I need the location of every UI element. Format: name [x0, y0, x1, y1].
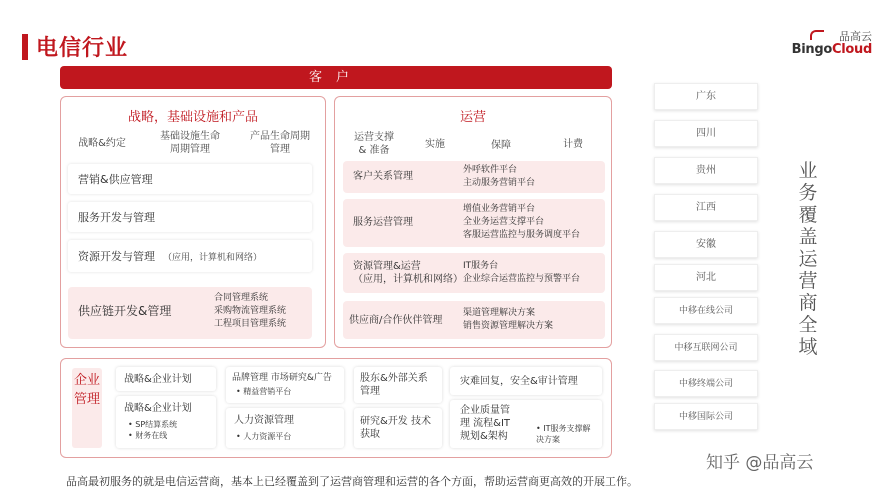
- ops-item: 企业综合运营监控与预警平台: [463, 274, 581, 284]
- ops-item: IT服务台: [463, 261, 499, 271]
- page-title: 电信行业: [36, 36, 129, 61]
- ops-row-partner-label: 供应商/合作伙伴管理: [349, 315, 443, 326]
- brand-logo: [791, 28, 878, 60]
- region-cmcc-international: 中移国际公司: [654, 403, 758, 430]
- enterprise-label: 企业管理: [72, 368, 102, 448]
- cell-quality-bullets: [536, 412, 591, 456]
- supply-item: 合同管理系统: [214, 293, 269, 303]
- ops-item: 客服运营监控与服务调度平台: [463, 230, 581, 240]
- cell-disaster-title: 灾难回复，安全&审计管理: [460, 376, 578, 387]
- row-resource-dev-note: （应用，计算机和网络）: [163, 252, 263, 263]
- row-marketing-label: 营销&供应管理: [78, 173, 153, 186]
- operations-panel: [334, 96, 612, 348]
- cell-shareholder-title: 股东&外部关系 管理: [360, 373, 428, 397]
- region-guangdong: 广东: [654, 83, 758, 110]
- region-cmcc-internet: 中移互联网公司: [654, 334, 758, 361]
- cell-shareholder: [354, 367, 442, 403]
- ops-item: 渠道管理解决方案: [463, 308, 536, 318]
- cell-strategy-finance: [116, 396, 216, 448]
- cell-hr-bullets: [236, 431, 291, 442]
- operations-panel-title: 运营: [459, 110, 486, 125]
- cell-disaster: [450, 367, 602, 395]
- bullet-item: • SP结算系统: [128, 420, 178, 429]
- region-anhui: 安徽: [654, 231, 758, 258]
- subhead-implement: 实施: [425, 139, 445, 150]
- logo-english: [792, 42, 872, 57]
- row-resource-dev: [68, 240, 312, 272]
- cell-quality-title: 企业质量管 理 流程&IT 规划&架构: [460, 405, 511, 442]
- bullet-item: • 财务在线: [128, 431, 168, 440]
- cell-brand: [226, 367, 344, 403]
- row-service-dev: [68, 202, 312, 232]
- supply-chain-box: [68, 287, 312, 339]
- cell-strategy-plan-title: 战略&企业计划: [124, 374, 192, 385]
- bullet-text: 财务在线: [135, 431, 168, 440]
- region-sichuan: 四川: [654, 120, 758, 147]
- subhead-support: 运营支撑 & 准备: [354, 132, 394, 156]
- cell-quality: [450, 400, 602, 448]
- bullet-item: • 精益营销平台: [236, 387, 292, 396]
- row-marketing: [68, 164, 312, 194]
- cell-rnd-title: 研究&开发 技术 获取: [360, 416, 431, 440]
- region-hebei: 河北: [654, 264, 758, 291]
- watermark: 知乎 @品高云: [706, 453, 814, 473]
- cell-brand-bullets: [236, 386, 291, 397]
- cloud-icon: [810, 30, 824, 40]
- bullet-text: IT服务支撑解 决方案: [536, 424, 591, 444]
- logo-cloud: Cloud: [832, 42, 872, 57]
- subhead-billing: 计费: [563, 139, 583, 150]
- ops-row-service-items: [463, 203, 580, 242]
- logo-chinese: 品高云: [839, 30, 872, 43]
- cell-strategy-plan: [116, 367, 216, 391]
- ops-row-partner-items: [463, 307, 553, 333]
- ops-item: 全业务运营支撑平台: [463, 217, 545, 227]
- cell-hr-title: 人力资源管理: [234, 415, 294, 426]
- ops-item: 主动服务营销平台: [463, 178, 536, 188]
- bullet-item: • IT服务支撑解 决方案: [536, 424, 591, 444]
- cell-strategy-finance-title: 战略&企业计划: [124, 403, 192, 414]
- ops-row-crm-items: [463, 164, 535, 190]
- ops-row-resource-label: 资源管理&运营 （应用，计算机和网络）: [353, 261, 463, 285]
- coverage-vertical-text: 业务覆盖运营商全域: [798, 160, 818, 358]
- bullet-text: 人力资源平台: [243, 432, 292, 441]
- subhead-infrastructure: 基础设施生命 周期管理: [160, 131, 220, 155]
- region-cmcc-online: 中移在线公司: [654, 297, 758, 324]
- cell-hr: [226, 408, 344, 448]
- ops-item: 外呼软件平台: [463, 165, 518, 175]
- cell-rnd: [354, 408, 442, 448]
- ops-row-service-label: 服务运营管理: [353, 217, 413, 228]
- ops-row-resource: [343, 253, 605, 293]
- ops-row-crm: [343, 161, 605, 193]
- supply-item: 工程项目管理系统: [214, 319, 287, 329]
- ops-row-service: [343, 199, 605, 247]
- region-cmcc-terminal: 中移终端公司: [654, 370, 758, 397]
- bullet-text: 精益营销平台: [243, 387, 292, 396]
- logo-bingo: Bingo: [791, 42, 832, 57]
- strategy-panel: [60, 96, 326, 348]
- ops-item: 销售资源管理解决方案: [463, 321, 554, 331]
- subhead-assurance: 保障: [491, 140, 511, 151]
- cell-brand-title: 品牌管理 市场研究&广告: [232, 373, 332, 383]
- bullet-item: • 人力资源平台: [236, 432, 292, 441]
- region-guizhou: 贵州: [654, 157, 758, 184]
- ops-row-partner: [343, 301, 605, 339]
- strategy-panel-title: 战略，基础设施和产品: [127, 110, 258, 125]
- row-resource-dev-label: 资源开发与管理: [78, 250, 155, 263]
- footer-caption: 品高最初服务的就是电信运营商，基本上已经覆盖到了运营商管理和运营的各个方面，帮助运营商更高效的开展工作。: [66, 475, 638, 488]
- ops-item: 增值业务营销平台: [463, 204, 536, 214]
- ops-row-resource-items: [463, 260, 580, 286]
- title-accent-bar: [22, 34, 28, 60]
- bullet-text: SP结算系统: [135, 420, 178, 429]
- supply-item: 采购物流管理系统: [214, 306, 287, 316]
- supply-chain-items: [214, 292, 286, 331]
- cell-strategy-finance-bullets: [128, 419, 177, 441]
- subhead-strategy: 战略&约定: [78, 138, 126, 149]
- supply-chain-label: 供应链开发&管理: [78, 304, 172, 318]
- row-service-dev-label: 服务开发与管理: [78, 211, 155, 224]
- customer-bar: 客户: [60, 66, 612, 89]
- subhead-product: 产品生命周期 管理: [250, 131, 310, 155]
- ops-row-crm-label: 客户关系管理: [353, 171, 413, 182]
- region-jiangxi: 江西: [654, 194, 758, 221]
